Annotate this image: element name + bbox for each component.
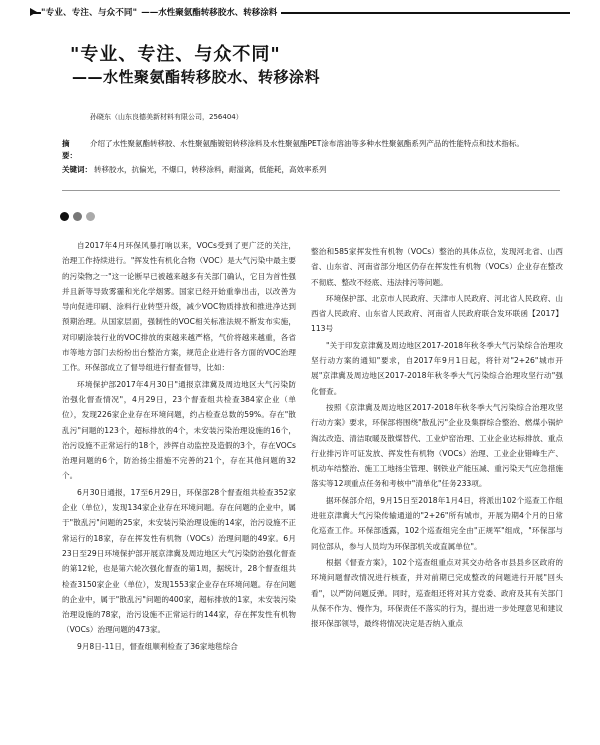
keywords-label: 关键词： <box>62 165 92 174</box>
bullet-triangle-icon <box>30 8 37 16</box>
section-marks <box>60 212 95 221</box>
dot-icon <box>86 212 95 221</box>
abstract-block <box>62 138 560 176</box>
paragraph: 根据《督查方案》，102个巡查组重点对其交办给各市县县乡区政府的环境问题督改情况进行核查，并对前期已完成整改的问题进行开展"回头看"，以严防问题反弹。同时，巡查组还将对其方党委、政府及其有关部门从保不作为、慢作为，环保责任不落实的行为，提出进一步处理意见和建议报环保部领导，最终将情况决定是否纳入重点 <box>311 557 563 629</box>
dot-icon <box>73 212 82 221</box>
abstract-text: 介绍了水性聚氨酯转移胶、水性聚氨酯镀铝转移涂料及水性聚氨酯PET涂布溶油等多种水性聚氨酯系列产品的性能特点和技术指标。 <box>90 139 524 148</box>
paragraph: 整治和585家挥发性有机物（VOCs）整治的具体点位，发现河北省、山西省、山东省、河南省部分地区仍存在挥发性有机物（VOCs）企业存在整改不彻底、整改不经底、违法排污等问题。 <box>311 247 563 287</box>
header-section: "专业、专注、与众不同" <box>41 6 141 18</box>
article-subtitle: ——水性聚氨酯转移胶水、转移涂料 <box>72 68 321 86</box>
header-subtitle: ——水性聚氨酯转移胶水、转移涂料 <box>141 6 281 18</box>
right-column <box>311 244 563 632</box>
paragraph: "关于印发京津冀及周边地区2017-2018年秋冬季大气污染综合治理攻坚行动方案的通知"要求，自2017年9月1日起，将针对"2+26"城市开展"京津冀及周边地区2017-2018年秋冬季大气污染综合治理攻坚行动"强化督查。 <box>311 340 563 396</box>
author-line: 孙晓东（山东良德美新材料有限公司，256404） <box>90 113 243 121</box>
abstract-row <box>62 138 560 162</box>
abstract-divider <box>62 190 560 191</box>
paragraph: 按照《京津冀及周边地区2017-2018年秋冬季大气污染综合治理攻坚行动方案》要求，环保部将围绕"散乱污"企业及集群综合整治、燃煤小锅炉淘汰改造、清洁取暖及散煤替代、工业炉窑治理、工业企业达标排放、重点行业排污许可证发放、挥发性有机物（VOCs）治理、工业企业错峰生产、机动车结整治、施工工地扬尘管理、钢铁业产能压减、重污染天气应急措施落实等12项重点任务和考核中"清单化"任务233项。 <box>311 402 563 489</box>
paragraph: 6月30日通报，17至6月29日，环保部28个督查组共检查352家企业（单位），发现134家企业存在环境问题。存在问题的企业中，属于"散乱污"问题的25家，未安装污染治理设施的14家，治污设施不正常运行的18家，存在挥发性有机物（VOCs）治理问题的49家。6月23日至29日环境保护部开展京津冀及周边地区大气污染防治强化督查的第12轮，也是第六轮次强化督查的第1周，据统计，28个督查组共检查3150家企业（单位），发现1553家企业存在环境问题。存在问题的企业中，属于"散乱污"问题的400家，超标排放的1家，未安装污染治理设施的78家，治污设施不正常运行的144家，存在挥发性有机物（VOCs）治理问题的473家。 <box>62 487 296 635</box>
paragraph: 9月8日-11日，督查组顺利检查了36家地毯综合 <box>77 641 238 651</box>
article-title: "专业、专注、与众不同" <box>70 44 281 65</box>
paragraph: 据环保部介绍，9月15日至2018年1月4日，将派出102个巡查工作组进驻京津冀大气污染传输通道的"2+26"所有城市，开展为期4个月的日常化巡查工作。环保部透露，102个巡查组完全由"正规军"组成，"环保部与同位部从，参与人员均为环保部机关或直属单位"。 <box>311 495 563 551</box>
keywords-text: 转移胶水，抗偏光，不爆口，转移涂料，耐溢离，低能耗，高效率系列 <box>94 165 327 174</box>
paragraph: 环境保护部2017年4月30日"通报京津冀及周边地区大气污染防治强化督查情况"，4月29日，23个督查组共检查384家企业（单位），发现226家企业存在环境问题，约占检查总数的59%。存在"散乱污"问题的123个，超标排放的4个，未安装污染治理设施的16个，治污设施不正常运行的18个，涉挥自动监控及造假的3个，存在VOCs治理问题的6个，防治扬尘措施不完善的21个，存在其他问题的32个。 <box>62 379 296 481</box>
dot-icon <box>60 212 69 221</box>
paragraph: 自2017年4月环保风暴打响以来，VOCs受到了更广泛的关注，治理工作持续进行。"挥发性有机化合物（VOC）是大气污染中最主要的污染物之一"这一论断早已被越来越多有关部门确认，它目为首性强并且新等导致雾霾和光化学烟雾。国家已经开始重拳出击，以改善为导向促进印刷、涂料行业转型升级，减少VOC物质排放和推进净达到预期治理。从国家层面，强制性的VOC相关标准法规不断发布实施，对印刷涂装行业的VOC排放的束越来越严格，气价将越来越重，各省市等地方部门去纷纷出台整治方案，规范企业进行各方面的VOC治理工作。环保部成立了督导组进行督查督导，比如： <box>62 241 296 373</box>
abstract-label: 摘 要： <box>62 139 77 160</box>
keywords-row <box>62 164 560 176</box>
left-column <box>62 238 296 655</box>
running-header <box>30 6 570 18</box>
paragraph: 环境保护部、北京市人民政府、天津市人民政府、河北省人民政府、山西省人民政府、山东省人民政府、河南省人民政府联合发环联函【2017】113号 <box>311 293 563 334</box>
